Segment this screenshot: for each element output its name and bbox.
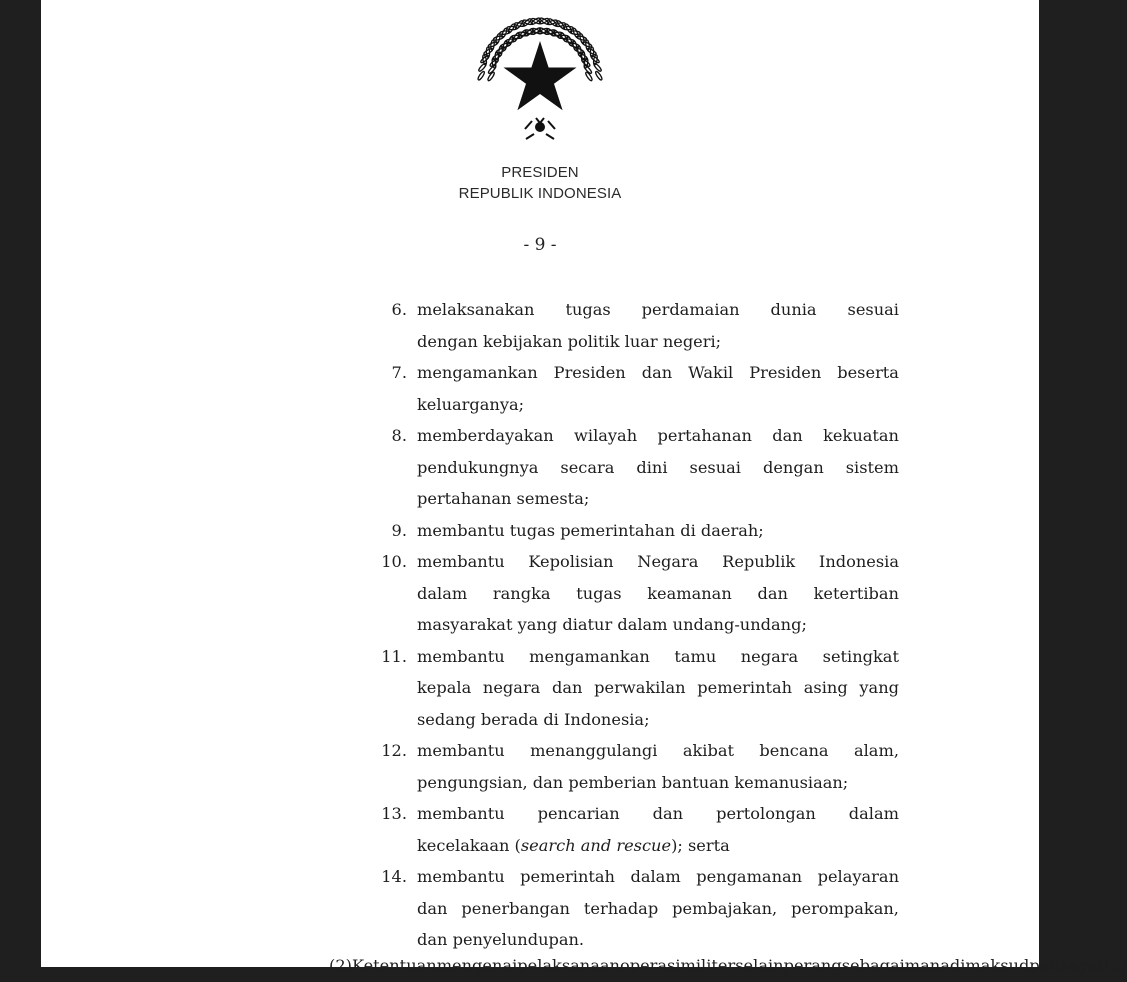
- ribbon-icon: [525, 118, 555, 139]
- list-item: [367, 861, 899, 956]
- italic-term: search and rescue: [520, 835, 672, 855]
- wreath-leaf: [565, 23, 573, 33]
- document-page: [41, 0, 1127, 975]
- word: asing: [803, 678, 848, 697]
- word: selain: [735, 956, 784, 975]
- word: dan: [757, 583, 788, 603]
- word: dengan: [762, 457, 824, 477]
- header-subtitle: REPUBLIK INDONESIA: [458, 185, 622, 202]
- word: beserta: [837, 363, 899, 382]
- word: Indonesia: [818, 552, 899, 571]
- word: dan: [552, 678, 583, 697]
- word: pendukungnya: [417, 457, 539, 477]
- list-item-number: 9.: [391, 520, 407, 540]
- word: dimaksud: [949, 956, 1030, 975]
- list-item-line: [417, 357, 899, 389]
- word: membantu: [417, 804, 505, 823]
- word: negara: [482, 678, 541, 697]
- word: (2): [329, 956, 352, 975]
- list-item-number: 12.: [381, 741, 407, 760]
- wreath-leaf: [595, 71, 603, 81]
- header-title: PRESIDEN: [501, 164, 579, 181]
- list-item-line: [417, 452, 899, 484]
- list-item-line: [417, 672, 899, 704]
- word: setingkat: [822, 646, 899, 666]
- word: pencarian: [537, 804, 620, 823]
- word: bencana: [759, 741, 829, 760]
- word: kekuatan: [823, 426, 899, 445]
- word: sesuai: [847, 300, 899, 319]
- word: dalam: [630, 867, 681, 886]
- list-item-line: membantu tugas pemerintahan di daerah;: [417, 520, 764, 540]
- list-item-line: dengan kebijakan politik luar negeri;: [417, 331, 722, 351]
- word: yang: [859, 678, 899, 697]
- word: memberdayakan: [417, 426, 554, 445]
- list-item-number: 13.: [381, 804, 407, 823]
- list-item-line: masyarakat yang diatur dalam undang-undang;: [417, 615, 807, 634]
- list-item-line: [417, 578, 899, 610]
- word: wilayah: [574, 426, 638, 445]
- word: operasi: [619, 956, 681, 975]
- list-item-line: [417, 798, 899, 830]
- list-item-line: [417, 420, 899, 452]
- list-item-number: 8.: [391, 426, 407, 445]
- word: dini: [636, 457, 668, 477]
- list-item-line: sedang berada di Indonesia;: [417, 709, 650, 729]
- list-item-line: [417, 893, 899, 925]
- word: Kepolisian: [528, 552, 614, 571]
- list-item-number: 7.: [391, 363, 407, 382]
- word: perompakan,: [791, 898, 899, 918]
- word: tugas: [576, 583, 622, 603]
- word: dalam: [417, 583, 468, 603]
- word: membantu: [417, 552, 505, 571]
- word: Presiden: [749, 363, 822, 382]
- list-item-number: 11.: [381, 646, 407, 666]
- word: membantu: [417, 646, 505, 666]
- list-item-line: pertahanan semesta;: [417, 489, 590, 508]
- word: akibat: [682, 741, 734, 760]
- word: pertolongan: [716, 804, 816, 823]
- wreath-leaf: [576, 35, 586, 41]
- list-item: [367, 546, 899, 641]
- word: secara: [560, 457, 615, 477]
- word: (2): [1104, 956, 1127, 975]
- word: tugas: [565, 300, 611, 319]
- word: Republik: [722, 552, 796, 571]
- page-number: - 9 -: [523, 235, 557, 255]
- word: membantu: [417, 741, 505, 760]
- word: dunia: [770, 300, 817, 319]
- word: dan: [417, 898, 448, 918]
- list-item-line: [417, 546, 899, 578]
- word: sebagaimana: [841, 956, 950, 975]
- word: tamu: [674, 646, 717, 666]
- list-item-line: [417, 861, 899, 893]
- word: pengamanan: [696, 867, 803, 886]
- star-icon: [504, 41, 577, 110]
- word: mengamankan: [417, 363, 538, 382]
- wreath-leaf: [501, 28, 508, 38]
- word: pemerintah: [520, 867, 615, 886]
- word: pelaksanaan: [517, 956, 620, 975]
- word: militer: [680, 956, 736, 975]
- word: menanggulangi: [530, 741, 658, 760]
- word: pembajakan,: [672, 898, 778, 918]
- word: ketertiban: [813, 583, 899, 603]
- word: sesuai: [689, 457, 741, 477]
- wreath-leaf: [495, 33, 501, 43]
- wreath-leaf: [507, 23, 515, 33]
- word: perwakilan: [594, 678, 686, 697]
- word: Negara: [637, 552, 699, 571]
- list-item: [367, 357, 899, 420]
- wreath-leaf: [572, 28, 579, 38]
- text-segment: kecelakaan (: [417, 835, 521, 855]
- list-item-line: keluarganya;: [417, 394, 525, 414]
- word: mengenai: [436, 956, 518, 975]
- word: dan: [772, 426, 803, 445]
- word: Wakil: [688, 363, 734, 382]
- list-item-line: [417, 830, 899, 862]
- word: dalam: [848, 804, 899, 823]
- list-item: [367, 515, 899, 547]
- word: mengamankan: [529, 646, 650, 666]
- list-item: [367, 420, 899, 515]
- word: alam,: [853, 741, 899, 760]
- word: Ketentuan: [351, 956, 437, 975]
- word: rangka: [492, 583, 551, 603]
- wreath-leaf: [582, 41, 592, 48]
- word: dan: [652, 804, 684, 823]
- word: sistem: [845, 457, 899, 477]
- wreath-leaf: [483, 48, 493, 56]
- word: melaksanakan: [417, 300, 535, 319]
- list-item: [367, 641, 899, 736]
- partial-paragraph-line: [329, 950, 1127, 982]
- list-item: [367, 735, 899, 798]
- wreath-leaf: [587, 48, 597, 56]
- wreath-leaf: [593, 63, 602, 73]
- word: Presiden: [553, 363, 626, 382]
- list-item-line: dan penyelundupan.: [417, 930, 585, 949]
- list-item: [367, 798, 899, 861]
- word: pelayaran: [817, 867, 899, 886]
- word: dan: [641, 363, 673, 382]
- list-item: [367, 294, 899, 357]
- word: pemerintah: [697, 678, 793, 697]
- list-item-line: [417, 735, 899, 767]
- list-item-number: 14.: [381, 867, 407, 886]
- list-item-number: 6.: [391, 300, 407, 319]
- word: pada: [1029, 956, 1070, 975]
- word: perdamaian: [641, 300, 740, 319]
- list-item-number: 10.: [381, 552, 407, 571]
- wreath-leaf: [502, 40, 508, 50]
- wreath-leaf: [488, 41, 498, 48]
- presidential-emblem-icon: [476, 17, 604, 143]
- word: negara: [740, 646, 799, 666]
- wreath-leaf: [477, 71, 485, 81]
- word: terhadap: [583, 898, 659, 918]
- wreath-leaf: [569, 42, 579, 48]
- text-segment: ); serta: [671, 835, 730, 855]
- word: penerbangan: [461, 898, 570, 918]
- numbered-list: [367, 294, 899, 956]
- word: kepala: [417, 678, 472, 697]
- list-item-line: pengungsian, dan pemberian bantuan kemanusiaan;: [417, 772, 849, 792]
- word: ayat: [1069, 956, 1105, 975]
- word: keamanan: [647, 583, 732, 603]
- list-item-line: [417, 641, 899, 673]
- word: membantu: [417, 867, 505, 886]
- list-item-line: [417, 294, 899, 326]
- word: pertahanan: [657, 426, 752, 445]
- word: perang: [783, 956, 842, 975]
